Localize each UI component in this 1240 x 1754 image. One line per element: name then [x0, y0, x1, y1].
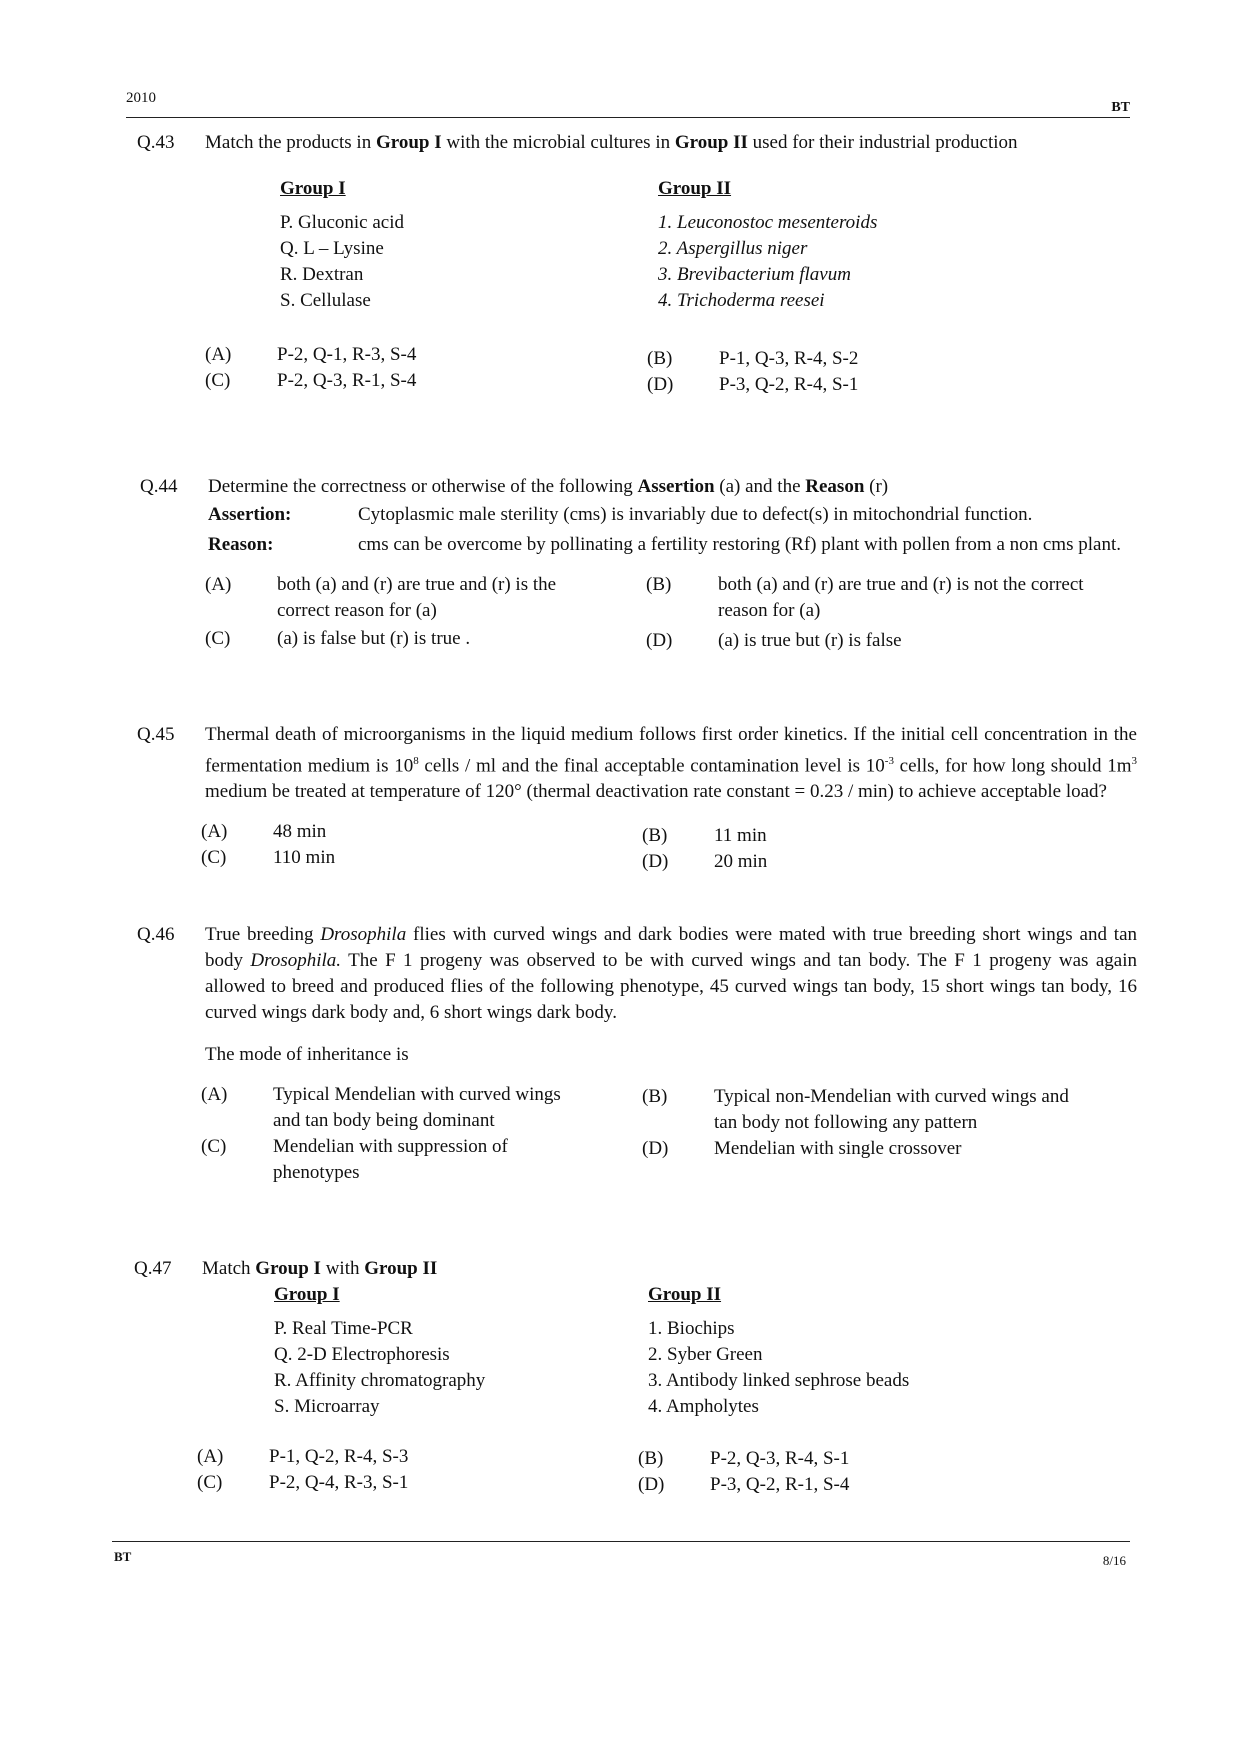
assertion-label: Assertion:	[208, 504, 292, 525]
group-2-item: 2. Syber Green	[648, 1344, 763, 1365]
group-2-title: Group II	[648, 1284, 722, 1305]
option-b[interactable]: (B) 11 min	[642, 825, 767, 847]
question-number: Q.47	[134, 1258, 172, 1279]
option-a[interactable]: (A) P-1, Q-2, R-4, S-3	[197, 1446, 409, 1467]
question-number: Q.44	[140, 476, 178, 497]
group-1-item: P. Gluconic acid	[280, 212, 405, 233]
question-text: True breeding Drosophila flies with curved wings and dark bodies were mated with true breeding short wings and tan body Drosophila. The F 1 progeny was observed to be with curved wings and tan body. The F 1 progeny was again allowed to breed and produced flies of the following phenotype, 45 curved wings tan body, 15 short wings tan body, 16 curved wings dark body and, 6 short wings dark body.	[205, 924, 1137, 1023]
group-1-item: Q. 2-D Electrophoresis	[274, 1344, 450, 1365]
group-1	[274, 1282, 485, 1420]
option-c[interactable]: (C) Mendelian with suppression of phenotypes	[201, 1136, 508, 1183]
options	[137, 342, 1137, 402]
question-number: Q.46	[137, 924, 175, 945]
option-c[interactable]: (C) P-2, Q-3, R-1, S-4	[205, 370, 417, 391]
option-d[interactable]: (D) (a) is true but (r) is false	[646, 630, 902, 651]
option-b[interactable]: (B) P-1, Q-3, R-4, S-2	[647, 348, 859, 369]
group-2-item: 1. Leuconostoc mesenteroids	[658, 212, 878, 233]
options	[137, 819, 1137, 875]
option-b[interactable]: (B) Typical non-Mendelian with curved wings and tan body not following any pattern	[642, 1086, 1069, 1133]
option-c[interactable]: (C) (a) is false but (r) is true .	[205, 628, 471, 649]
question-44	[140, 474, 1140, 656]
match-groups	[137, 176, 1137, 324]
option-a[interactable]: (A) P-2, Q-1, R-3, S-4	[205, 344, 417, 365]
question-number: Q.45	[137, 724, 175, 745]
group-2-item: 4. Ampholytes	[648, 1396, 759, 1417]
match-groups	[134, 1282, 1134, 1422]
question-45	[137, 722, 1137, 875]
reason	[208, 532, 1140, 558]
option-a[interactable]: (A) both (a) and (r) are true and (r) is the correct reason for (a)	[205, 574, 557, 621]
reason-label: Reason:	[208, 534, 274, 555]
footer-rule	[112, 1541, 1130, 1542]
question-text: Match Group I with Group II	[202, 1258, 438, 1279]
question-47	[134, 1256, 1134, 1500]
options	[134, 1444, 1134, 1500]
option-d[interactable]: (D) P-3, Q-2, R-1, S-4	[638, 1474, 850, 1495]
header-rule	[126, 117, 1130, 118]
group-2	[648, 1282, 909, 1420]
question-number: Q.43	[137, 132, 175, 153]
option-c[interactable]: (C) 110 min	[201, 847, 336, 869]
option-a[interactable]: (A) 48 min	[201, 821, 327, 843]
reason-text: cms can be overcome by pollinating a fertility restoring (Rf) plant with pollen from a non cms plant.	[358, 534, 1121, 555]
option-d[interactable]: (D) P-3, Q-2, R-4, S-1	[647, 374, 859, 395]
option-d[interactable]: (D) 20 min	[642, 851, 768, 873]
option-d[interactable]: (D) Mendelian with single crossover	[642, 1138, 962, 1159]
group-1-title: Group I	[280, 178, 346, 199]
options	[137, 1082, 1137, 1186]
group-1	[280, 176, 404, 314]
group-1-title: Group I	[274, 1284, 340, 1305]
page-number: 8/16	[1102, 1553, 1126, 1568]
group-2-item: 3. Antibody linked sephrose beads	[648, 1370, 910, 1391]
group-2-item: 4. Trichoderma reesei	[658, 290, 825, 311]
assertion-text: Cytoplasmic male sterility (cms) is invariably due to defect(s) in mitochondrial function.	[358, 504, 1033, 525]
question-text: Match the products in Group I with the microbial cultures in Group II used for their industrial production	[205, 132, 1018, 153]
question-stem: The mode of inheritance is	[205, 1044, 409, 1065]
question-text: Thermal death of microorganisms in the liquid medium follows first order kinetics. If the initial cell concentration in the fermentation medium is $10^8$ cells / ml and the final acceptable contamination level is $10^{-3}$ cells, for how long should $1m^3$ medium be treated at temperature of 120° (thermal deactivation rate constant = 0.23 / min) to achieve acceptable load?	[205, 724, 1137, 803]
group-1-item: S. Microarray	[274, 1396, 380, 1417]
question-46	[137, 922, 1137, 1186]
options	[140, 572, 1140, 656]
group-2-item: 1. Biochips	[648, 1318, 735, 1339]
question-text: Determine the correctness or otherwise of the following Assertion (a) and the Reason (r)	[208, 476, 889, 497]
group-2-item: 2. Aspergillus niger	[658, 238, 808, 259]
group-1-item: S. Cellulase	[280, 290, 371, 311]
group-1-item: R. Dextran	[280, 264, 364, 285]
header-code: BT	[1111, 100, 1130, 115]
option-a[interactable]: (A) Typical Mendelian with curved wings and tan body being dominant	[201, 1084, 561, 1131]
group-1-item: R. Affinity chromatography	[274, 1370, 486, 1391]
option-b[interactable]: (B) both (a) and (r) are true and (r) is not the correct reason for (a)	[646, 574, 1084, 621]
group-2	[658, 176, 877, 314]
header-year: 2010	[126, 90, 156, 106]
footer-code: BT	[114, 1549, 132, 1564]
assertion	[208, 502, 1140, 528]
group-1-item: Q. L – Lysine	[280, 238, 384, 259]
group-2-title: Group II	[658, 178, 732, 199]
group-2-item: 3. Brevibacterium flavum	[658, 264, 851, 285]
question-43	[137, 130, 1137, 402]
option-b[interactable]: (B) P-2, Q-3, R-4, S-1	[638, 1448, 850, 1469]
group-1-item: P. Real Time-PCR	[274, 1318, 413, 1339]
option-c[interactable]: (C) P-2, Q-4, R-3, S-1	[197, 1472, 409, 1493]
